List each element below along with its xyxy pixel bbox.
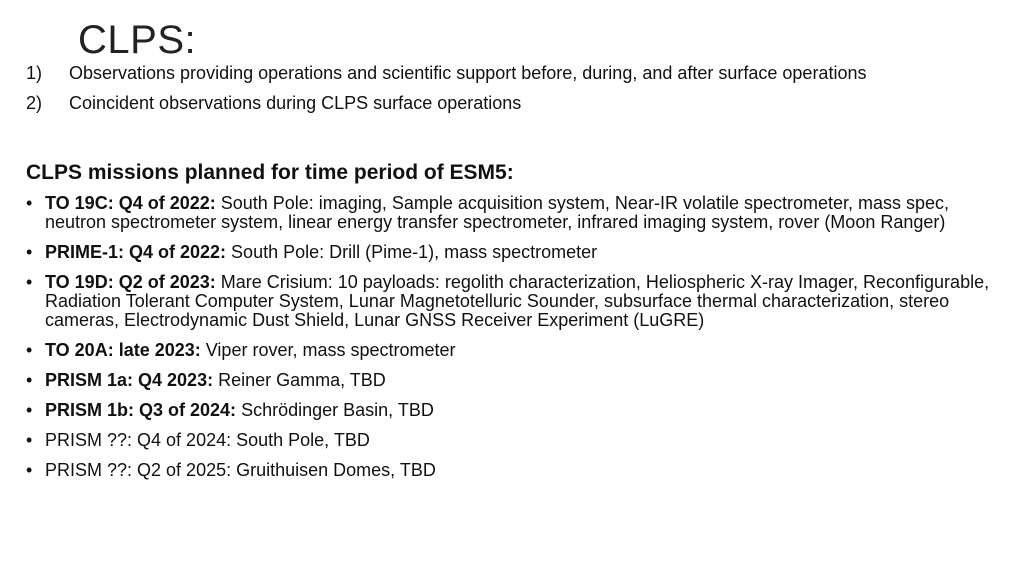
mission-detail: Mare Crisium: 10 payloads: regolith characterization, Heliospheric X-ray Imager, Reconfigurable, Radiation Tolerant Computer System, Lunar Magnetotelluric Sounder, subsurface thermal characterization, stereo cameras, Electrodynamic Dust Shield, Lunar GNSS Receiver Experiment (LuGRE) — [45, 272, 990, 330]
bullet-icon: • — [26, 193, 33, 213]
mission-text — [45, 243, 1006, 262]
objective-text: Coincident observations during CLPS surface operations — [69, 93, 522, 113]
mission-text — [45, 461, 1006, 480]
slide-title: CLPS: — [78, 18, 197, 62]
mission-item — [26, 273, 1006, 330]
mission-detail: Viper rover, mass spectrometer — [200, 340, 456, 360]
objective-text: Observations providing operations and scientific support before, during, and after surface operations — [69, 63, 867, 83]
mission-detail: South Pole: Drill (Pime-1), mass spectrometer — [226, 242, 598, 262]
mission-item — [26, 431, 1006, 450]
objective-number: 1) — [26, 63, 43, 83]
bullet-icon: • — [26, 272, 33, 292]
mission-label: TO 19D: Q2 of 2023: — [45, 272, 216, 292]
objectives-list — [26, 64, 986, 124]
bullet-icon: • — [26, 370, 33, 390]
bullet-icon: • — [26, 430, 33, 450]
mission-detail: Reiner Gamma, TBD — [213, 370, 386, 390]
mission-item — [26, 461, 1006, 480]
mission-text — [45, 401, 1006, 420]
mission-text — [45, 431, 1006, 450]
mission-label: TO 20A: late 2023: — [45, 340, 201, 360]
mission-label: PRISM 1a: Q4 2023: — [45, 370, 214, 390]
missions-list — [26, 194, 1006, 491]
bullet-icon: • — [26, 400, 33, 420]
objective-item — [26, 64, 986, 83]
mission-detail: Schrödinger Basin, TBD — [236, 400, 434, 420]
mission-label: PRISM 1b: Q3 of 2024: — [45, 400, 237, 420]
objective-number: 2) — [26, 93, 43, 113]
missions-heading: CLPS missions planned for time period of ESM5: — [26, 161, 514, 184]
mission-detail: South Pole: imaging, Sample acquisition system, Near-IR volatile spectrometer, mass spec, neutron spectrometer system, linear energy transfer spectrometer, infrared imaging system, rover (Moon Ranger) — [45, 193, 950, 232]
bullet-icon: • — [26, 340, 33, 360]
mission-text — [45, 194, 1006, 232]
mission-detail: PRISM ??: Q4 of 2024: South Pole, TBD — [45, 430, 370, 450]
mission-item — [26, 401, 1006, 420]
mission-label: PRIME-1: Q4 of 2022: — [45, 242, 227, 262]
bullet-icon: • — [26, 242, 33, 262]
bullet-icon: • — [26, 460, 33, 480]
mission-text — [45, 371, 1006, 390]
mission-item — [26, 243, 1006, 262]
mission-text — [45, 273, 1006, 330]
objective-item — [26, 94, 986, 113]
mission-text — [45, 341, 1006, 360]
mission-label: TO 19C: Q4 of 2022: — [45, 193, 216, 213]
mission-detail: PRISM ??: Q2 of 2025: Gruithuisen Domes, TBD — [45, 460, 436, 480]
mission-item — [26, 341, 1006, 360]
mission-item — [26, 371, 1006, 390]
mission-item — [26, 194, 1006, 232]
